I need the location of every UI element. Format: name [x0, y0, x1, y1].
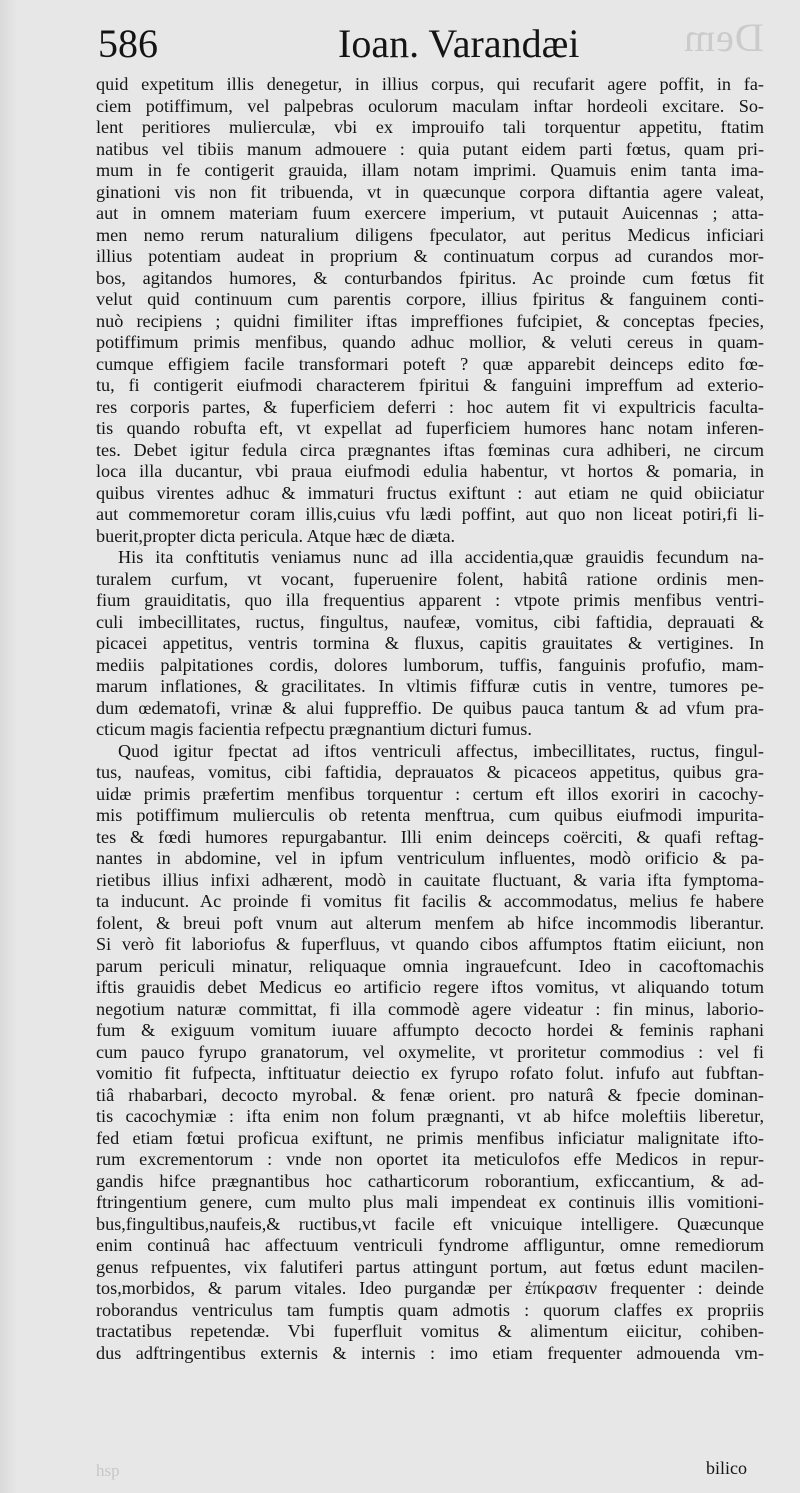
text-line: ciem potiffimum, vel palpebras oculorum maculam inftar hordeoli excitare. So- — [96, 95, 764, 116]
text-line: tis cacochymiæ : ifta enim non folum prægnanti, vt ab hifce moleftiis liberetur, — [96, 1106, 764, 1126]
text-line: loca illa ducantur, vbi praua eiufmodi edulia habentur, vt hortos & pomaria, in — [96, 461, 764, 481]
text-line: nuò recipiens ; quidni fimiliter iftas impreffiones fufcipiet, & conceptas fpecies, — [96, 310, 764, 331]
text-line: natibus vel tibiis manum admouere : quia putant eidem parti fœtus, quam pri- — [96, 138, 764, 159]
text-line: aut in omnem materiam fuum exercere imperium, vt putauit Auicennas ; atta- — [96, 203, 764, 223]
text-line: tiâ rhabarbari, decocto myrobal. & fenæ orient. pro naturâ & fpecie dominan- — [96, 1084, 764, 1105]
text-line: velut quid continuum cum parentis corpore, illius fpiritus & fanguinem conti- — [96, 289, 764, 309]
text-line: gandis hifce prægnantibus hoc catharticorum roborantium, exficcantium, & ad- — [96, 1170, 764, 1191]
text-line: tus, naufeas, vomitus, cibi faftidia, deprauatos & picaceos appetitus, quibus gra- — [96, 762, 764, 782]
bottom-left-faint-text: hsp — [96, 1461, 120, 1480]
text-line: uidæ primis præfertim menfibus torquentur : certum eft illos exoriri in cacochy- — [96, 783, 764, 804]
text-line: vomitio fit fufpecta, inftituatur deiectio ex fyrupo rofato folut. infufo aut fubftan- — [96, 1063, 764, 1083]
text-line — [96, 1386, 764, 1408]
text-line: tu, fi contigerit eiufmodi characterem fpiritui & fanguini impreffum ad exterio- — [96, 375, 764, 395]
text-line — [96, 1364, 764, 1386]
text-line: tes & fœdi humores repurgabantur. Illi enim deinceps coërciti, & quafi reftag- — [96, 826, 764, 847]
text-line: Si verò fit laboriofus & fuperfluus, vt quando cibos affumptos ftatim eiiciunt, non — [96, 934, 764, 954]
text-line: roborandus ventriculus tam fumptis quam admotis : quorum claffes ex propriis — [96, 1299, 764, 1320]
running-head: Ioan. Varandæi — [338, 21, 580, 66]
text-line: tis quando robufta eft, vt expellat ad fuperficiem humores hanc notam inferen- — [96, 418, 764, 438]
text-line: marum inflationes, & gracilitates. In vltimis fiffuræ cutis in ventre, tumores pe- — [96, 676, 764, 696]
text-line: mediis palpitationes cordis, dolores lumborum, tuffis, fanguinis profufio, mam- — [96, 654, 764, 675]
text-line: culi imbecillitates, ructus, fingultus, naufeæ, vomitus, cibi faftidia, deprauati & — [96, 611, 764, 632]
text-line: cum pauco fyrupo granatorum, vel oxymelite, vt proritetur commodius : vel fi — [96, 1041, 764, 1062]
text-line: dum œdematofi, vrinæ & alui fuppreffio. De quibus pauca tantum & ad vfum pra- — [96, 697, 764, 718]
text-line: dus adftringentibus externis & internis : imo etiam frequenter admouenda vm- — [96, 1342, 764, 1363]
text-line: fed etiam fœtui proficua exiftunt, ne primis menfibus inficiatur malignitate ifto- — [96, 1127, 764, 1148]
text-line: picacei appetitus, ventris tormina & fluxus, capitis grauitates & vertigines. In — [96, 633, 764, 653]
bleed-through-text: Dem — [683, 15, 764, 60]
text-line: tos,morbidos, & parum vitales. Ideo purgandæ per ἐπίκρασιν frequenter : deinde — [96, 1278, 764, 1298]
text-line: cticum magis facientia refpectu prægnantium dicturi fumus. — [96, 719, 532, 739]
text-line: mis potiffimum mulierculis ob retenta menftrua, cum quibus eiufmodi impurita- — [96, 805, 764, 825]
text-line: aut commemoretur coram illis,cuius vfu lædi poffint, aut quo non liceat potiri,fi li- — [96, 504, 764, 524]
page-number: 586 — [98, 21, 158, 66]
text-line: quid expetitum illis denegetur, in illius corpus, qui recufarit agere poffit, in fa- — [96, 74, 764, 94]
text-line: mum in fe contigerit grauida, illam notam imprimi. Quamuis enim tanta ima- — [96, 160, 764, 180]
text-line: nantes in abdomine, vel in ipfum ventriculum influentes, modò orificio & pa- — [96, 848, 764, 868]
text-line: lent peritiores mulierculæ, vbi ex improuifo tali torquentur appetitu, ftatim — [96, 117, 764, 137]
text-line: res corporis partes, & fuperficiem deferri : hoc autem fit vi expultricis faculta- — [96, 396, 764, 417]
catchword: bilico — [706, 1458, 747, 1478]
body-text — [96, 74, 764, 1407]
text-line: ftringentium genere, cum multo plus mali impendeat ex continuis illis vomitioni- — [96, 1192, 764, 1212]
text-line: ta inducunt. Ac proinde fi vomitus fit facilis & accommodatus, melius fe habere — [96, 891, 764, 911]
text-line: cumque effigiem facile transformari poteft ? quæ apparebit deinceps edito fœ- — [96, 353, 764, 374]
text-line: folent, & breui poft vnum aut alterum menfem ab hifce incommodis liberantur. — [96, 912, 764, 933]
text-line: tractatibus repetendæ. Vbi fuperfluit vomitus & alimentum eiicitur, cohiben- — [96, 1321, 764, 1341]
text-line: men nemo rerum naturalium diligens fpeculator, aut peritus Medicus inficiari — [96, 224, 764, 245]
text-line: buerit,propter dicta pericula. Atque hæc de diæta. — [96, 525, 456, 546]
paragraph-start-line: Quod igitur fpectat ad iftos ventriculi affectus, imbecillitates, ructus, fingul- — [118, 740, 764, 761]
paragraph-start-line: His ita conftitutis veniamus nunc ad illa accidentia,quæ grauidis fecundum na- — [118, 547, 764, 567]
text-line: bus,fingultibus,naufeis,& ructibus,vt facile eft vnicuique intelligere. Quæcunque — [96, 1213, 764, 1234]
text-line: iftis grauidis debet Medicus eo artificio regere iftos vomitus, vt aliquando totum — [96, 977, 764, 997]
text-line: quibus virentes adhuc & immaturi fructus exiftunt : aut etiam ne quid obiiciatur — [96, 482, 764, 503]
page-header — [98, 22, 598, 74]
text-line: fium grauiditatis, quo illa frequentius apparent : vtpote primis menfibus ventri- — [96, 590, 764, 610]
text-line: rietibus illius infixi adhærent, modò in cauitate fluctuant, & varia ifta fymptoma- — [96, 869, 764, 890]
text-line: parum periculi minatur, reliquaque omnia ingrauefcunt. Ideo in cacoftomachis — [96, 955, 764, 976]
text-line: turalem curfum, vt vocant, fuperuenire folent, habitâ ratione ordinis men- — [96, 568, 764, 589]
text-line: tes. Debet igitur fedula circa prægnantes iftas fœminas cura adhiberi, ne circum — [96, 439, 764, 460]
text-line: bos, agitandos humores, & conturbandos fpiritus. Ac proinde cum fœtus fit — [96, 267, 764, 288]
text-line: rum excrementorum : vnde non oportet ita meticulofos effe Medicos in repur- — [96, 1149, 764, 1169]
text-line: genus refpuentes, vix falutiferi partus attingunt portum, aut fœtus edunt macilen- — [96, 1256, 764, 1277]
text-line: negotium naturæ committat, fi illa commodè agere videatur : fin minus, laborio- — [96, 998, 764, 1019]
text-line: potiffimum primis menfibus, quando adhuc mollior, & veluti cereus in quam- — [96, 332, 764, 352]
text-line: enim continuâ hac affectuum ventriculi fyndrome affliguntur, omne remediorum — [96, 1235, 764, 1255]
text-line: illius potentiam audeat in proprium & continuatum corpus ad curandos mor- — [96, 246, 764, 266]
text-line: ginationi vis non fit tribuenda, vt in quæcunque corpora diftantia agere valeat, — [96, 181, 764, 202]
text-line: fum & exiguum vomitum iuuare affumpto decocto hordei & feminis raphani — [96, 1020, 764, 1040]
